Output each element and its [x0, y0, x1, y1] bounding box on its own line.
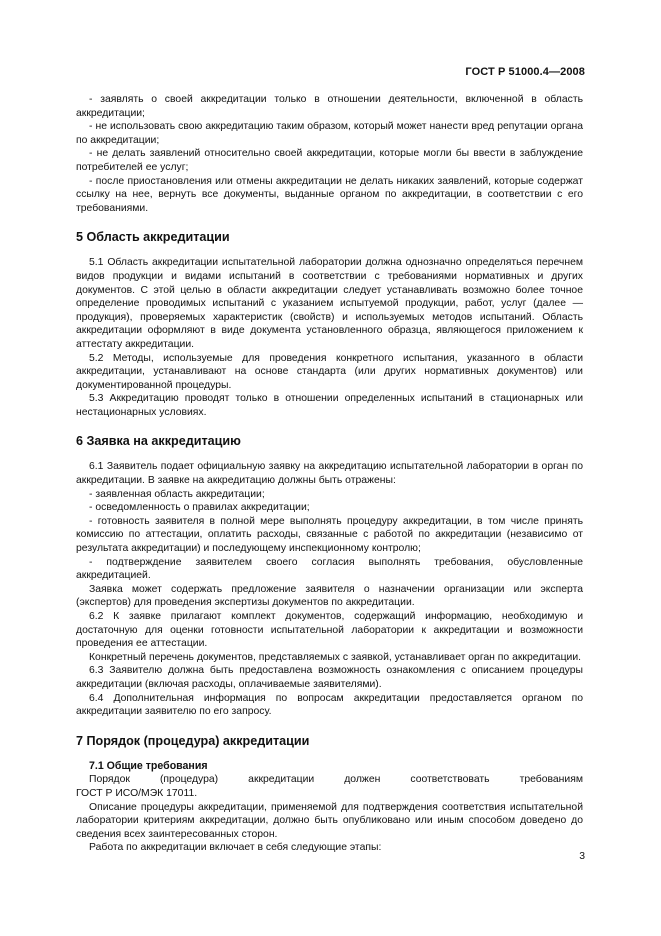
- intro-item-4: - после приостановления или отмены аккредитации не делать никаких заявлений, которые содержат ссылку на нее, вернуть все документы, выданные органом по аккредитации, в соответствии с его требованиями.: [76, 175, 583, 214]
- paragraph-7-1-3: Работа по аккредитации включает в себя следующие этапы:: [89, 842, 382, 854]
- paragraph-6-4: 6.4 Дополнительная информация по вопросам аккредитации предоставляется органом по аккредитации заявителю по его запросу.: [76, 692, 583, 718]
- section-5-heading: 5 Область аккредитации: [76, 230, 230, 245]
- intro-item-3: - не делать заявлений относительно своей аккредитации, которые могли бы ввести в заблуждение потребителей ее услуг;: [76, 148, 583, 173]
- paragraph-6-2: 6.2 К заявке прилагают комплект документов, содержащий информацию, необходимую и достаточную для оценки готовности испытательной лаборатории к аккредитации и возможности проведения ее аттестации.: [76, 611, 583, 650]
- list-item-6-1c: - готовность заявителя в полной мере выполнять процедуру аккредитации, в том числе принять комиссию по аттестации, оплатить расходы, связанные с работой по аккредитации (независимо от результата аккредитации) и последующему инспекционному контролю;: [76, 515, 583, 555]
- paragraph-7-1-line1: Порядок (процедура) аккредитации должен соответствовать требованиям: [89, 774, 583, 786]
- paragraph-5-2: 5.2 Методы, используемые для проведения конкретного испытания, указанного в области аккредитации, устанавливают на основе стандарта (или других нормативных документов) или документированной процедуры.: [76, 352, 583, 391]
- paragraph-7-1-2: Описание процедуры аккредитации, применяемой для подтверждения соответствия испытательной лаборатории критериям аккредитации, должно быть опубликовано или иным способом доведено до сведения всех заинтересованных сторон.: [76, 801, 583, 840]
- paragraph-5-3: 5.3 Аккредитацию проводят только в отношении определенных испытаний в стационарных или нестационарных условиях.: [76, 393, 583, 418]
- paragraph-6-note: Заявка может содержать предложение заявителя о назначении организации или эксперта (экспертов) для проведения экспертизы документов по аккредитации.: [76, 583, 583, 609]
- list-item-6-1d: - подтверждение заявителем своего согласия выполнять требования, обусловленные аккредитацией.: [76, 556, 583, 582]
- list-item-6-1a: - заявленная область аккредитации;: [89, 488, 265, 500]
- page-number: 3: [579, 851, 585, 862]
- intro-item-1: - заявлять о своей аккредитации только в отношении деятельности, включенной в область аккредитации;: [76, 94, 583, 119]
- page-body: [76, 93, 583, 855]
- document-code: ГОСТ Р 51000.4—2008: [465, 66, 585, 78]
- intro-item-2: - не использовать свою аккредитацию таким образом, который может нанести вред репутации органа по аккредитации;: [76, 121, 583, 146]
- section-6-heading: 6 Заявка на аккредитацию: [76, 434, 241, 449]
- paragraph-6-2b: Конкретный перечень документов, представляемых с заявкой, устанавливает орган по аккредитации.: [89, 651, 582, 663]
- subsection-7-1-heading: 7.1 Общие требования: [89, 759, 208, 772]
- paragraph-7-1-line2: ГОСТ Р ИСО/МЭК 17011.: [76, 787, 198, 799]
- paragraph-5-1: 5.1 Область аккредитации испытательной лаборатории должна однозначно определяться перечнем видов продукции и видами испытаний в соответствии с требованиями нормативных и других документов. С этой целью в области аккредитации следует устанавливать возможно более точное определение проводимых испытаний с указанием испытуемой продукции, работ, услуг (далее — продукция), проверяемых характеристик (свойств) и используемых методов испытаний. Область аккредитации оформляют в виде документа установленного образца, являющегося приложением к аттестату аккредитации.: [76, 257, 583, 350]
- list-item-6-1b: - осведомленность о правилах аккредитации;: [89, 502, 310, 514]
- paragraph-6-3: 6.3 Заявителю должна быть предоставлена возможность ознакомления с описанием процедуры аккредитации (включая расходы, оплачиваемые заявителями).: [76, 665, 583, 690]
- paragraph-6-1: 6.1 Заявитель подает официальную заявку на аккредитацию испытательной лаборатории в орган по аккредитации. В заявке на аккредитацию должны быть отражены:: [76, 461, 583, 487]
- section-7-heading: 7 Порядок (процедура) аккредитации: [76, 733, 310, 748]
